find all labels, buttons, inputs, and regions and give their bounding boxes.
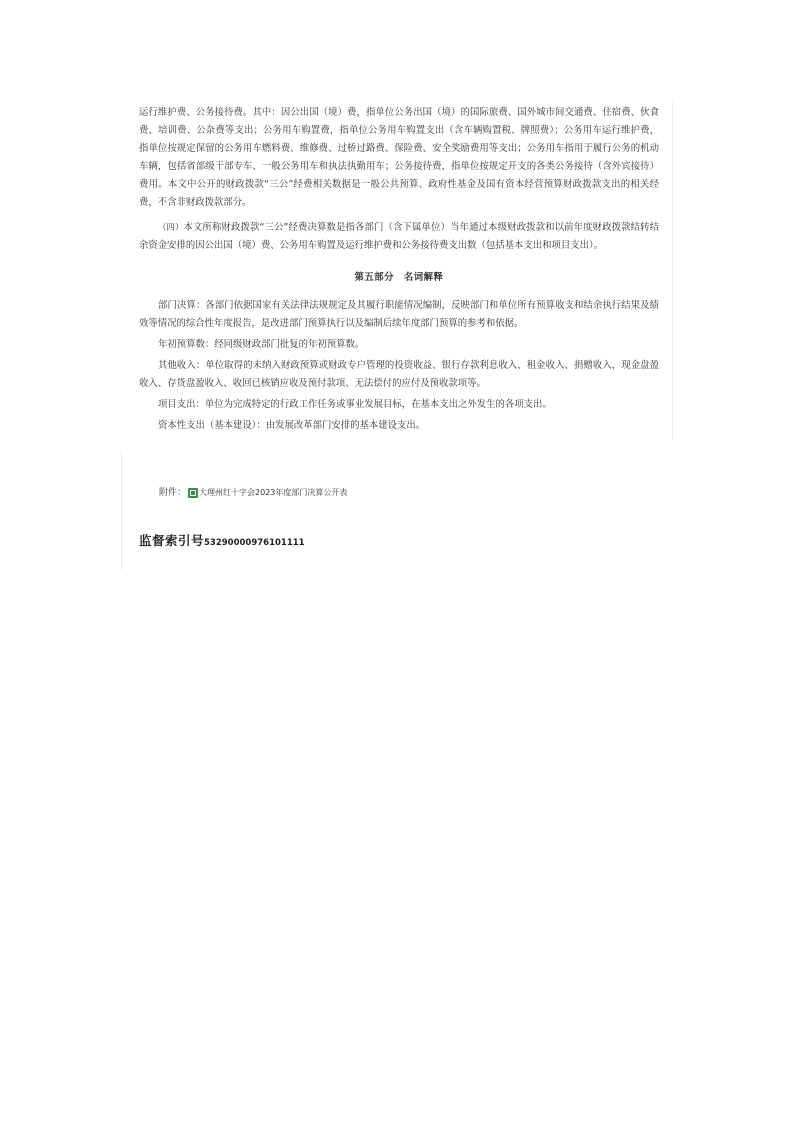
- note-text: 本文所称财政拨款“三公”经费决算数是指各部门（含下属单位）当年通过本级财政拨款和以前年度财政拨款结转结余资金安排的因公出国（境）费、公务用车购置及运行维护费和公务接待费支出数（包括基本支出和项目支出）。: [139, 222, 660, 251]
- left-divider: [121, 450, 122, 570]
- excel-file-icon[interactable]: [188, 488, 198, 498]
- definition-initial-budget: 年初预算数：经同级财政部门批复的年初预算数。: [158, 339, 365, 350]
- definition-project-expenditure: 项目支出：单位为完成特定的行政工作任务或事业发展目标，在基本支出之外发生的各项支出。: [158, 399, 552, 410]
- paragraph-three-public-expenses: 运行维护费、公务接待费。其中：因公出国（境）费，指单位公务出国（境）的国际旅费、国外城市间交通费、住宿费、伙食费、培训费、公杂费等支出；公务用车购置费，指单位公务用车购置支出（含车辆购置税、牌照费）；公务用车运行维护费，指单位按规定保留的公务用车燃料费、维修费、过桥过路费、保险费、安全奖励费用等支出；公务用车指用于履行公务的机动车辆，包括省部级干部专车、一般公务用车和执法执勤用车；公务接待费，指单位按规定开支的各类公务接待（含外宾接待）费用。本文中公开的财政拨款“三公”经费相关数据是一般公共预算、政府性基金及国有资本经营预算财政拨款支出的相关经费，不含非财政拨款部分。: [139, 107, 659, 208]
- attachment-row: [159, 486, 347, 500]
- note-number: （四）: [158, 222, 184, 232]
- definition-department-final-accounts: 部门决算：各部门依据国家有关法律法规规定及其履行职能情况编制，反映部门和单位所有预算收支和结余执行结果及绩效等情况的综合性年度报告，是改进部门预算执行以及编制后续年度部门预算的参考和依据。: [139, 300, 659, 329]
- attachment-download-link[interactable]: 大理州红十字会2023年度部门决算公开表: [199, 488, 348, 497]
- article-body: [139, 104, 659, 438]
- attachment-label: 附件：: [159, 488, 187, 498]
- definition-capital-expenditure: 资本性支出（基本建设）：由发展改革部门安排的基本建设支出。: [158, 420, 426, 431]
- definition-other-income: 其他收入：单位取得的未纳入财政预算或财政专户管理的投资收益、银行存款利息收入、租金收入、捐赠收入，现金盘盈收入、存货盘盈收入、收回已核销应收及预付款项、无法偿付的应付及预收款项等。: [139, 360, 659, 389]
- paragraph-note-four: [139, 218, 659, 255]
- right-divider: [672, 102, 673, 440]
- section-title: 第五部分 名词解释: [354, 272, 444, 283]
- supervision-index-number: 53290000976101111: [204, 538, 305, 548]
- supervision-index: [139, 531, 305, 549]
- supervision-index-label: 监督索引号: [139, 533, 205, 548]
